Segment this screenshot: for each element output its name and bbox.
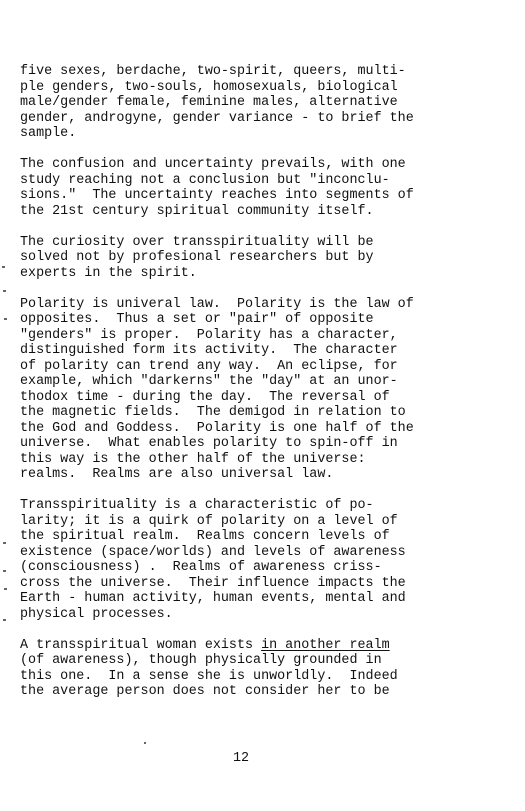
text-segment: the 21st century spiritual community itself.: [20, 203, 374, 219]
text-segment: the God and Goddess. Polarity is one half of the: [20, 420, 414, 436]
text-segment: larity; it is a quirk of polarity on a level of: [20, 513, 398, 529]
text-line: [20, 343, 520, 359]
paragraph: [20, 235, 520, 282]
text-line: [20, 95, 520, 111]
text-segment: A transspiritual woman exists: [20, 637, 262, 653]
scan-mark: [3, 290, 6, 292]
text-line: [20, 80, 520, 96]
text-line: [20, 111, 520, 127]
text-segment: The confusion and uncertainty prevails, with one: [20, 157, 406, 172]
text-line: [20, 390, 520, 406]
text-line: [20, 591, 520, 607]
text-line: [20, 560, 520, 576]
text-segment: of polarity can trend any way. An eclipse, for: [20, 358, 398, 374]
text-line: [20, 188, 520, 204]
text-line: [20, 436, 520, 452]
text-line: [20, 297, 520, 313]
text-line: [20, 638, 520, 654]
text-line: [20, 684, 520, 700]
text-line: [20, 467, 520, 483]
text-segment: the magnetic fields. The demigod in relation to: [20, 405, 406, 420]
text-line: [20, 498, 520, 514]
text-line: [20, 157, 520, 173]
text-segment: example, which "darkerns" the "day" at an unor-: [20, 374, 398, 389]
text-line: [20, 452, 520, 468]
text-segment: this one. In a sense she is unworldly. Indeed: [20, 668, 398, 684]
scan-mark: [3, 570, 6, 572]
scan-mark: [3, 542, 6, 544]
scan-mark: [3, 619, 6, 621]
text-line: [20, 126, 520, 142]
text-segment: existence (space/worlds) and levels of awareness: [20, 544, 406, 560]
paragraph: [20, 638, 520, 700]
text-line: [20, 607, 520, 623]
text-line: [20, 405, 520, 421]
text-line: [20, 514, 520, 530]
text-segment: universe. What enables polarity to spin-off in: [20, 436, 398, 451]
text-segment: distinguished form its activity. The character: [20, 343, 398, 358]
scan-mark: [4, 588, 7, 590]
paragraph: [20, 297, 520, 483]
text-line: [20, 529, 520, 545]
text-line: [20, 328, 520, 344]
text-line: [20, 266, 520, 282]
body-text: [20, 64, 520, 715]
scan-mark: [2, 266, 5, 268]
text-segment: this way is the other half of the universe:: [20, 451, 366, 467]
text-line: [20, 250, 520, 266]
text-segment: cross the universe. Their influence impacts the: [20, 575, 406, 591]
text-segment: study reaching not a conclusion but "inconclu-: [20, 172, 390, 188]
text-segment: physical processes.: [20, 606, 173, 622]
text-segment: the average person does not consider her to be: [20, 684, 390, 699]
text-segment: male/gender female, feminine males, alternative: [20, 95, 398, 110]
text-segment: Earth - human activity, human events, mental and: [20, 591, 406, 606]
paragraph: [20, 498, 520, 622]
text-line: [20, 576, 520, 592]
text-segment: opposites. Thus a set or "pair" of opposite: [20, 312, 374, 327]
text-segment: sions." The uncertainty reaches into segments of: [20, 188, 414, 203]
text-line: [20, 359, 520, 375]
page-number: 12: [233, 751, 250, 766]
text-line: [20, 421, 520, 437]
text-segment: ple genders, two-souls, homosexuals, biological: [20, 79, 398, 95]
paragraph: [20, 64, 520, 142]
text-segment: experts in the spirit.: [20, 265, 197, 281]
paragraph: [20, 157, 520, 219]
text-segment: Transspirituality is a characteristic of po-: [20, 498, 374, 513]
text-segment: (consciousness) . Realms of awareness criss-: [20, 560, 382, 575]
text-segment: realms. Realms are also universal law.: [20, 467, 334, 482]
text-segment: "genders" is proper. Polarity has a character,: [20, 327, 398, 343]
text-segment: the spiritual realm. Realms concern levels of: [20, 529, 390, 544]
text-line: [20, 235, 520, 251]
text-segment: (of awareness), though physically grounded in: [20, 653, 382, 668]
scan-mark: [4, 318, 7, 320]
text-segment: thodox time - during the day. The reversal of: [20, 389, 390, 405]
text-segment: The curiosity over transspirituality will be: [20, 234, 374, 250]
text-segment: sample.: [20, 126, 77, 141]
text-line: [20, 204, 520, 220]
text-line: [20, 173, 520, 189]
text-line: [20, 374, 520, 390]
text-line: [20, 312, 520, 328]
text-line: [20, 64, 520, 80]
text-segment: Polarity is univeral law. Polarity is the law of: [20, 296, 414, 312]
text-line: [20, 653, 520, 669]
text-segment: solved not by profesional researchers but by: [20, 250, 374, 265]
scan-mark: [144, 742, 146, 744]
text-line: [20, 669, 520, 685]
text-segment: gender, androgyne, gender variance - to brief the: [20, 110, 414, 126]
text-line: [20, 545, 520, 561]
text-segment: five sexes, berdache, two-spirit, queers, multi-: [20, 64, 406, 79]
underlined-text: in another realm: [261, 637, 390, 653]
